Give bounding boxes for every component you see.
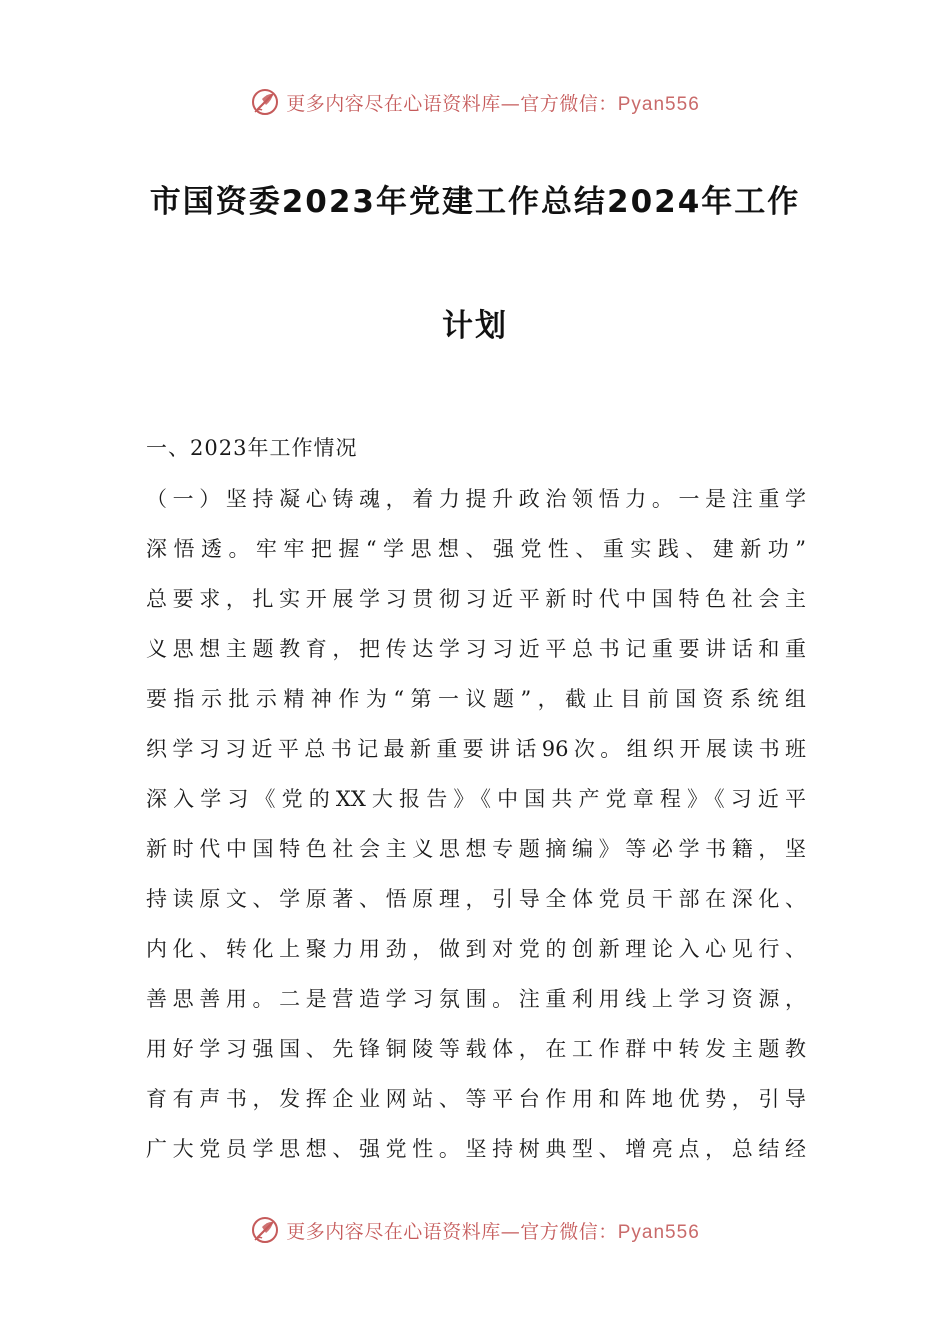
- body-line: 深入学习《党的XX大报告》《中国共产党章程》《习近平: [146, 787, 806, 811]
- watermark-footer: [0, 1210, 950, 1250]
- body-line: 内化、转化上聚力用劲，做到对党的创新理论入心见行、: [146, 937, 806, 961]
- body-line: 持读原文、学原著、悟原理，引导全体党员干部在深化、: [146, 887, 806, 911]
- document-title-line-1: 市国资委2023年党建工作总结2024年工作: [149, 184, 801, 220]
- body-line: 总要求，扎实开展学习贯彻习近平新时代中国特色社会主: [146, 587, 806, 611]
- body-line: 深悟透。牢牢把握“学思想、强党性、重实践、建新功”: [146, 537, 806, 561]
- watermark-label: 更多内容尽在心语资料库—官方微信：: [286, 92, 618, 115]
- body-line: 广大党员学思想、强党性。坚持树典型、增亮点，总结经: [146, 1137, 806, 1161]
- watermark-text: [286, 89, 700, 116]
- body-line: 新时代中国特色社会主义思想专题摘编》等必学书籍，坚: [146, 837, 806, 861]
- body-line: 育有声书，发挥企业网站、等平台作用和阵地优势，引导: [146, 1087, 806, 1111]
- quill-logo-icon: [250, 1215, 280, 1245]
- body-line: 织学习习近平总书记最新重要讲话96次。组织开展读书班: [146, 737, 806, 761]
- watermark-label: 更多内容尽在心语资料库—官方微信：: [286, 1220, 618, 1243]
- section-heading: 一、2023年工作情况: [146, 436, 358, 460]
- body-paragraph: [146, 474, 806, 1174]
- body-line: 要指示批示精神作为“第一议题”，截止目前国资系统组: [146, 687, 806, 711]
- document-title-line-2: 计划: [442, 308, 508, 344]
- body-line: 义思想主题教育，把传达学习习近平总书记重要讲话和重: [146, 637, 806, 661]
- watermark-wechat-id: Pyan556: [617, 1221, 700, 1243]
- body-line: 善思善用。二是营造学习氛围。注重利用线上学习资源，: [146, 987, 806, 1011]
- watermark-text: [286, 1217, 700, 1244]
- watermark-wechat-id: Pyan556: [617, 93, 700, 115]
- body-line: （一）坚持凝心铸魂，着力提升政治领悟力。一是注重学: [146, 487, 806, 511]
- body-line: 用好学习强国、先锋铜陵等载体，在工作群中转发主题教: [146, 1037, 806, 1061]
- quill-logo-icon: [250, 87, 280, 117]
- watermark-header: [0, 82, 950, 122]
